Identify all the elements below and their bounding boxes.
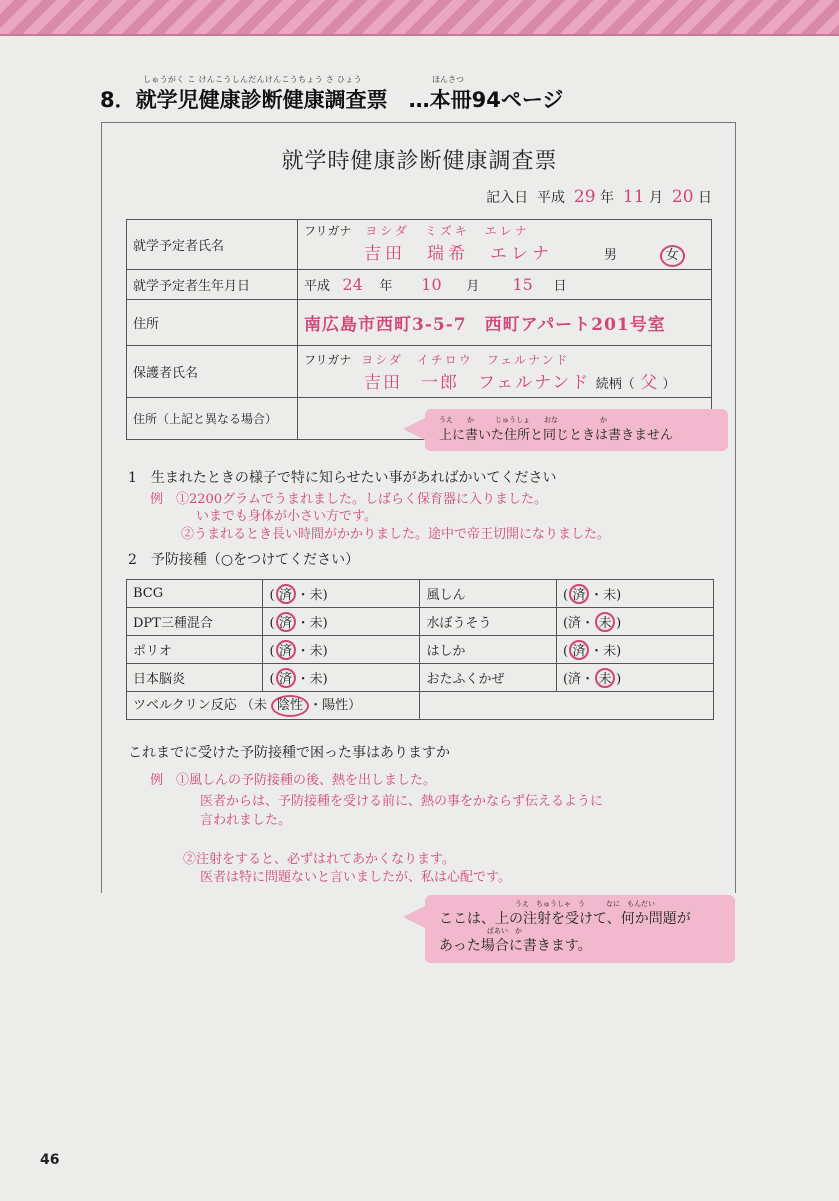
- child-name-cell[interactable]: [298, 220, 712, 270]
- info-table: [126, 219, 712, 440]
- callout2-pointer: [403, 905, 427, 929]
- dot: ・: [581, 615, 595, 631]
- entry-date: [486, 187, 712, 207]
- guardian-furigana: ヨシダ イチロウ フェルナンド: [361, 352, 570, 367]
- done: 済: [568, 671, 582, 687]
- dot: ・: [590, 643, 604, 659]
- address-label: 住所: [127, 300, 298, 346]
- q1-example-2: ②うまれるとき長い時間がかかりました。途中で帝王切開になりました。: [181, 527, 611, 542]
- callout-pointer: [403, 417, 427, 441]
- date-label: 記入日: [486, 190, 529, 206]
- guardian-name-label: 保護者氏名: [127, 346, 298, 398]
- vac-je-label: 日本脳炎: [127, 664, 263, 692]
- guardian-name: 吉田 一郎 フェルナンド: [364, 372, 591, 393]
- q3-example-1c: 言われました。: [200, 813, 292, 828]
- tuberculin-cell[interactable]: [127, 692, 420, 720]
- q3-example-1b: 医者からは、予防接種を受ける前に、熱の事をかならず伝えるように: [200, 794, 604, 809]
- date-day-unit: 日: [698, 190, 712, 206]
- section-title-ruby: しゅうがく こ けんこうしんだんけんこうちょう さ ひょう: [143, 75, 362, 84]
- done-circled: 済: [569, 584, 589, 604]
- q1-example-1b: いまでも身体が小さい方です。: [196, 509, 377, 524]
- page-number: 46: [40, 1152, 60, 1168]
- vaccination-table: [126, 579, 714, 720]
- birth-year: 24: [342, 275, 363, 294]
- gender-female-circled: 女: [660, 245, 685, 267]
- guardian-furigana-label: フリガナ: [304, 352, 352, 367]
- done-circled: 済: [569, 640, 589, 660]
- q3-example-2b: 医者は特に問題ないと言いましたが、私は心配です。: [200, 870, 511, 885]
- dot: ・: [296, 643, 310, 659]
- done: 済: [568, 615, 582, 631]
- relation-label: 続柄（: [595, 376, 635, 392]
- gender-male: 男: [603, 248, 617, 263]
- address-value: 南広島市西町3-5-7 西町アパート201号室: [304, 315, 666, 335]
- vac-polio-status[interactable]: ( 済 ・未): [263, 636, 420, 664]
- vac-bcg-status[interactable]: ( 済 ・未): [263, 580, 420, 608]
- not-yet-circled: 未: [595, 612, 615, 632]
- vac-polio-label: ポリオ: [127, 636, 263, 664]
- callout-same-address: [425, 409, 728, 451]
- question-1: 1 生まれたときの様子で特に知らせたい事があればかいてください: [128, 470, 557, 486]
- date-month: 11: [622, 187, 645, 207]
- furigana-label: フリガナ: [304, 224, 352, 238]
- top-decorative-band: [0, 0, 839, 34]
- vac-chickenpox-status[interactable]: (済・ 未 ): [556, 608, 713, 636]
- section-title: 8．就学児健康診断健康調査票 …本冊94ページ: [100, 88, 564, 112]
- dot: ・: [296, 587, 310, 603]
- child-furigana: ヨシダ ミズキ エレナ: [365, 224, 530, 238]
- vac-measles-label: はしか: [420, 636, 556, 664]
- vac-bcg-label: BCG: [127, 580, 263, 608]
- vac-rubella-status[interactable]: ( 済 ・未): [556, 580, 713, 608]
- not-yet: 未: [309, 671, 323, 687]
- child-name: 吉田 瑞希 エレナ: [364, 244, 553, 264]
- tuberculin-open: （未: [240, 698, 267, 713]
- not-yet: 未: [309, 643, 323, 659]
- question-2: 2 予防接種（○をつけてください）: [128, 552, 360, 568]
- dot: ・: [296, 671, 310, 687]
- callout2-line2: あった場合に書きます。: [439, 938, 592, 954]
- dot: ・: [581, 671, 595, 687]
- tuberculin-negative-circled: 陰性: [271, 695, 309, 717]
- top-band-edge: [0, 34, 839, 36]
- form-title: 就学時健康診断健康調査票: [281, 149, 558, 174]
- date-day: 20: [671, 187, 694, 207]
- guardian-name-cell[interactable]: [298, 346, 712, 398]
- vac-dpt-label: DPT三種混合: [127, 608, 263, 636]
- date-year-unit: 年: [600, 190, 614, 206]
- address-cell[interactable]: [298, 300, 712, 346]
- relation-value: 父: [640, 372, 658, 393]
- callout2-line1: ここは、上の注射を受けて、何か問題が: [439, 911, 691, 927]
- not-yet: 未: [603, 643, 617, 659]
- vac-mumps-status[interactable]: (済・ 未 ): [556, 664, 713, 692]
- q3-example-2: ②注射をすると、必ずはれてあかくなります。: [183, 852, 455, 867]
- book-ruby: ほんさつ: [432, 75, 464, 84]
- child-birth-label: 就学予定者生年月日: [127, 270, 298, 300]
- date-year: 29: [573, 187, 596, 207]
- not-yet: 未: [603, 587, 617, 603]
- vac-je-status[interactable]: ( 済 ・未): [263, 664, 420, 692]
- tuberculin-positive: ・陽性）: [309, 698, 362, 713]
- callout1-ruby: うえ か じゅうしょ おな か: [439, 416, 607, 424]
- birth-era: 平成: [304, 279, 331, 294]
- question-3: これまでに受けた予防接種で困った事はありますか: [128, 745, 450, 761]
- done-circled: 済: [276, 584, 296, 604]
- not-yet: 未: [309, 615, 323, 631]
- callout-problem-note: [425, 895, 735, 963]
- birth-year-unit: 年: [379, 279, 393, 294]
- birth-day: 15: [512, 275, 533, 294]
- child-name-label: 就学予定者氏名: [127, 220, 298, 270]
- done-circled: 済: [276, 640, 296, 660]
- date-month-unit: 月: [649, 190, 663, 206]
- not-yet: 未: [309, 587, 323, 603]
- birth-month: 10: [421, 275, 442, 294]
- callout2-ruby1: うえ ちゅうしゃ う なに もんだい: [515, 900, 655, 908]
- dot: ・: [296, 615, 310, 631]
- relation-close: ）: [662, 376, 676, 392]
- vac-dpt-status[interactable]: ( 済 ・未): [263, 608, 420, 636]
- vac-measles-status[interactable]: ( 済 ・未): [556, 636, 713, 664]
- callout2-ruby2: ばあい か: [487, 927, 522, 935]
- vac-chickenpox-label: 水ぼうそう: [420, 608, 556, 636]
- empty-cell: [420, 692, 714, 720]
- guardian-address-label: 住所（上記と異なる場合）: [127, 398, 298, 440]
- tuberculin-label: ツベルクリン反応: [133, 698, 237, 713]
- callout1-text: 上に書いた住所と同じときは書きません: [439, 428, 674, 443]
- done-circled: 済: [276, 668, 296, 688]
- vac-mumps-label: おたふくかぜ: [420, 664, 556, 692]
- done-circled: 済: [276, 612, 296, 632]
- not-yet-circled: 未: [595, 668, 615, 688]
- dot: ・: [590, 587, 604, 603]
- birth-day-unit: 日: [553, 279, 567, 294]
- q3-example-1: 例 ①風しんの予防接種の後、熱を出しました。: [150, 773, 437, 788]
- child-birth-cell[interactable]: [298, 270, 712, 300]
- birth-month-unit: 月: [466, 279, 480, 294]
- date-era: 平成: [537, 190, 565, 206]
- q1-example-1: 例 ①2200グラムでうまれました。しばらく保育器に入りました。: [150, 492, 547, 507]
- vac-rubella-label: 風しん: [420, 580, 556, 608]
